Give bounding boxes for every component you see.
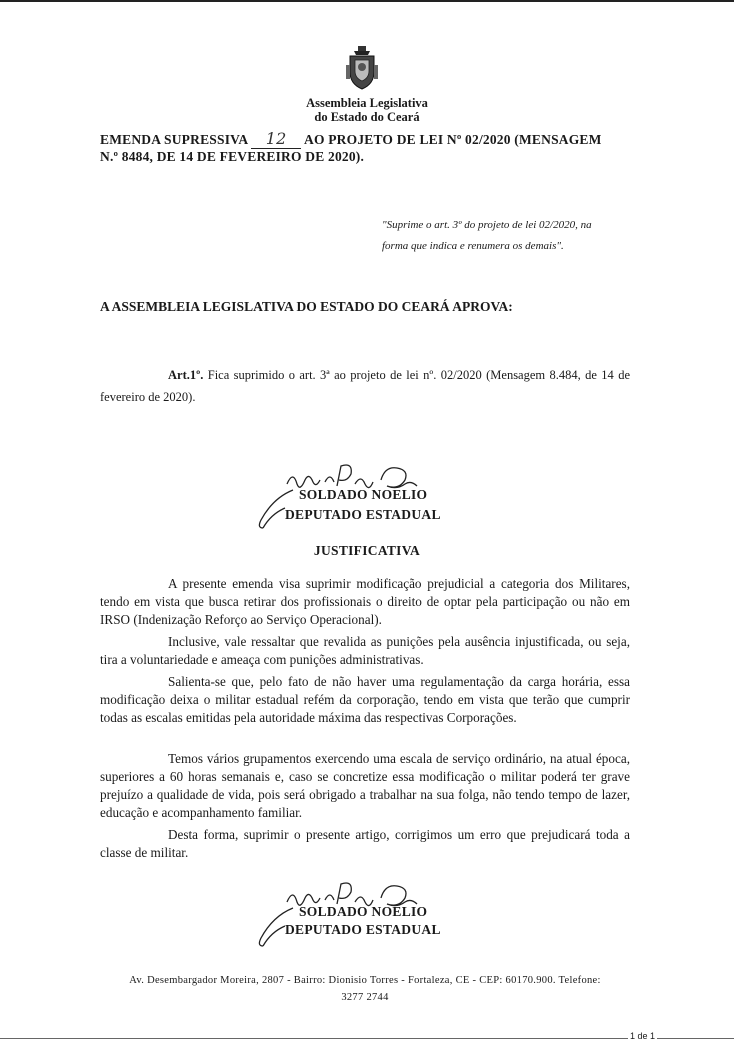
justification-paragraph: Salienta-se que, pelo fato de não haver uma regulamentação da carga horária, essa modificação deixa o militar estadual refém da corporação, tendo em vista que terão que cumprir todas as escalas emitidas pela autoridade máxima das respectivas Corporações. xyxy=(100,674,630,725)
justification-paragraph: A presente emenda visa suprimir modificação prejudicial a categoria dos Militares, tendo em vista que busca retirar dos profissionais o direito de optar pela participação ou não em IRSO (Indenização Reforço ao Serviço Operacional). xyxy=(100,576,630,627)
article-lead: Art.1º. xyxy=(168,368,204,382)
top-border xyxy=(0,0,734,2)
justification-paragraph: Desta forma, suprimir o presente artigo, corrigimos um erro que prejudicará toda a classe de militar. xyxy=(100,827,630,860)
footer-line1: Av. Desembargador Moreira, 2807 - Bairro: Dionisio Torres - Fortaleza, CE - CEP: 60170.900. Telefone: xyxy=(129,975,601,986)
signatory-role: DEPUTADO ESTADUAL xyxy=(285,922,441,937)
justification-paragraph: Temos vários grupamentos exercendo uma escala de serviço ordinário, na atual época, superiores a 60 horas semanais e, caso se concretize essa modificação o militar poderá ter grave prejuízo a qualidade de vida, pois será obrigado a trabalhar na sua folga, não tendo tempo de lazer, educação e acompanhamento familiar. xyxy=(100,751,630,820)
amendment-heading xyxy=(100,129,640,149)
state-crest-icon xyxy=(344,45,380,91)
signatory-name: SOLDADO NOELIO xyxy=(299,904,428,919)
signature-block-1 xyxy=(255,462,475,532)
justification-paragraph: Inclusive, vale ressaltar que revalida as punições pela ausência injustificada, ou seja, tira a voluntariedade e ameaça com punições administrativas. xyxy=(100,634,630,667)
article-1 xyxy=(100,364,630,408)
signatory-role: DEPUTADO ESTADUAL xyxy=(285,507,441,522)
justification-title: JUSTIFICATIVA xyxy=(313,543,421,558)
signature-block-2 xyxy=(255,880,475,950)
amendment-prefix: EMENDA SUPRESSIVA xyxy=(100,132,248,147)
footer-line2: 3277 2744 xyxy=(341,992,389,1003)
article-text: Fica suprimido o art. 3ª ao projeto de lei nº. 02/2020 (Mensagem 8.484, de 14 de fevereiro de 2020). xyxy=(100,368,630,404)
institution-name-line2: do Estado do Ceará xyxy=(314,110,420,124)
institution-name-line1: Assembleia Legislativa xyxy=(306,96,428,110)
signatory-name: SOLDADO NOELIO xyxy=(299,487,428,502)
amendment-line2: N.º 8484, DE 14 DE FEVEREIRO DE 2020). xyxy=(100,149,365,164)
amendment-number: 12 xyxy=(251,129,301,149)
page-number: 1 de 1 xyxy=(630,1031,656,1041)
amendment-rest-line1: AO PROJETO DE LEI Nº 02/2020 (MENSAGEM xyxy=(304,132,602,147)
bottom-border xyxy=(0,1038,734,1039)
footer-address xyxy=(90,972,640,1006)
epigraph-line2: forma que indica e renumera os demais". xyxy=(382,240,564,252)
epigraph-line1: "Suprime o art. 3º do projeto de lei 02/2020, na xyxy=(382,219,592,231)
epigraph xyxy=(382,215,637,257)
approval-statement: A ASSEMBLEIA LEGISLATIVA DO ESTADO DO CEARÁ APROVA: xyxy=(100,299,513,314)
